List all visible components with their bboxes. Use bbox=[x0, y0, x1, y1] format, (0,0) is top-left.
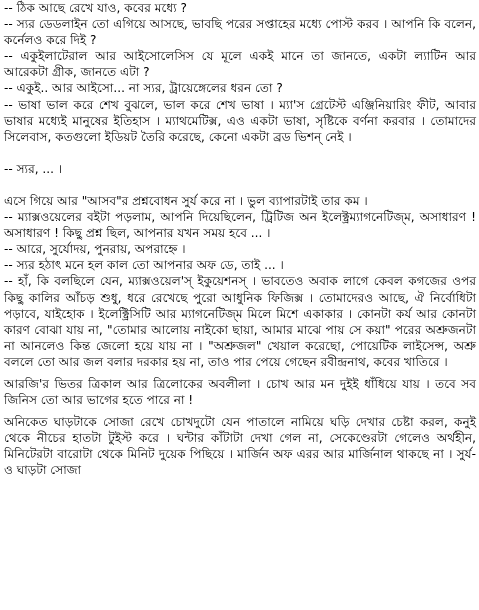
dialogue-line: -- আরে, সুর্যোদয়, পুনরায়, অপরাহ্নে । bbox=[4, 242, 186, 257]
dialogue-line: -- ম্যাক্সওয়েলের বইটা পড়লাম, আপনি দিয়েছিলেন, ট্রিটিজ অন ইলেক্ট্রম্যাগনেটিজ্ম, অসাধারণ ! অসাধারণ ! কিছু প্রশ্ন ছিল, আপনার যখন সময় হবে ... । bbox=[4, 210, 476, 241]
dialogue-line: -- হাঁ, কি বলছিলে যেন, ম্যাক্সওয়েল'স্ ইকুয়েশনস্ । ভাবতেও অবাক লাগে কেবল কগজের ওপর কিছু কালির আঁচড় শুধু, ধরে রেখেছে পুরো আধুনিক ফিজিক্স । তোমাদেরও আছে, ঐ নির্বোধিটা পড়াবে, যাইহোক । ইলেক্ট্রিসিটি আর ম্যাগনেটিজ্ম মিলে মিশে একাকার । কোনটা কর্য আর কোনটা কারণ বোঝা যায় না, "তোমার আলোয় নাইকো ছায়া, আমার মাঝে পায় সে কয়া" পরের অশ্রুজনটা না আনলেও কিন্ত জেলো হয়ে যায় না । "অশ্রুজল" খেয়াল করেছো, পোয়েটিক লাইসেন্স, অশ্রু বললে তো আর জল বলার দরকার হয় না, তাও পার পেয়ে গেছেন রবীন্দ্রনাথ, কবের খাতিরে । bbox=[4, 274, 476, 369]
document-page bbox=[4, 0, 476, 479]
dialogue-line: -- স্যর, ... । bbox=[4, 161, 63, 176]
narration-paragraph: আরজি'র ভিতর ত্রিকাল আর ত্রিলোকের অবলীলা । চোখ আর মন দুইই ধাঁধিয়ে যায় । তবে সব জিনিস তো আর ভাগের হতে পারে না ! bbox=[4, 376, 476, 408]
dialogue-line: -- একুই.. আর আইসো... না স্যর, ট্রায়েঙ্গেলের ধরন তো ? bbox=[4, 81, 283, 96]
narration-paragraph: এসে গিয়ে আর "আসব"র প্রশ্নবোধন সুর্য করে না । ভুল ব্যাপারটাই তার কম । bbox=[4, 193, 368, 208]
dialogue-line: -- স্যর ডেডলাইন তো এগিয়ে আসছে, ভাবছি পরের সপ্তাহের মধ্যে পোস্ট করব । আপনি কি বলেন, কর্নেলও করে দিই ? bbox=[4, 17, 476, 48]
dialogue-line: -- স্যর হঠাৎ মনে হল কাল তো আপনার অফ ডে, তাই ... । bbox=[4, 258, 284, 273]
dialogue-line: -- ঠিক আছে রেখে যাও, কবের মধ্যে ? bbox=[4, 1, 187, 15]
dialogue-line: -- ভাষা ভাল করে শেখ বুঝলে, ভাল করে শেখ ভাষা । ম্যা'স গ্রেটেস্ট এঞ্জিনিয়ারিং ফীট, আবার ভাষার মধ্যেই মানুষের ইতিহাস । ম্যাথমেটিক্স, এও একটা ভাষা, সৃষ্টিকে বর্ণনা করবার । তোমাদের সিলেবাস, কতগুলো ইডিয়ট তৈরি করেছে, কেনো একটা ব্রড ভিশন্ নেই । bbox=[4, 97, 476, 144]
narration-paragraph: অনিকেত ঘাড়টাকে সোজা রেখে চোখদুটো যেন পাতালে নামিয়ে ঘড়ি দেখার চেষ্টা করল, কনুই থেকে নীচের হাতটা টুইস্ট করে । ঘন্টার কাঁটাটা দেখা গেল না, সেকেণ্ডেরটা গেলেও অর্থহীন, মিনিটেরটা বারোটা থেকে মিনিট দুয়েক পিছিয়ে । মার্জিন অফ এরর আর মার্জিনাল থাকছে না । সুর্য-ও ঘাড়টা সোজা bbox=[4, 415, 476, 478]
dialogue-line: -- একুইলাটেরাল আর আইসোলেসিস যে মূলে একই মানে তা জানতে, একটা ল্যাটিন আর আরেকটা গ্রীক, জানতে এটা ? bbox=[4, 49, 476, 80]
